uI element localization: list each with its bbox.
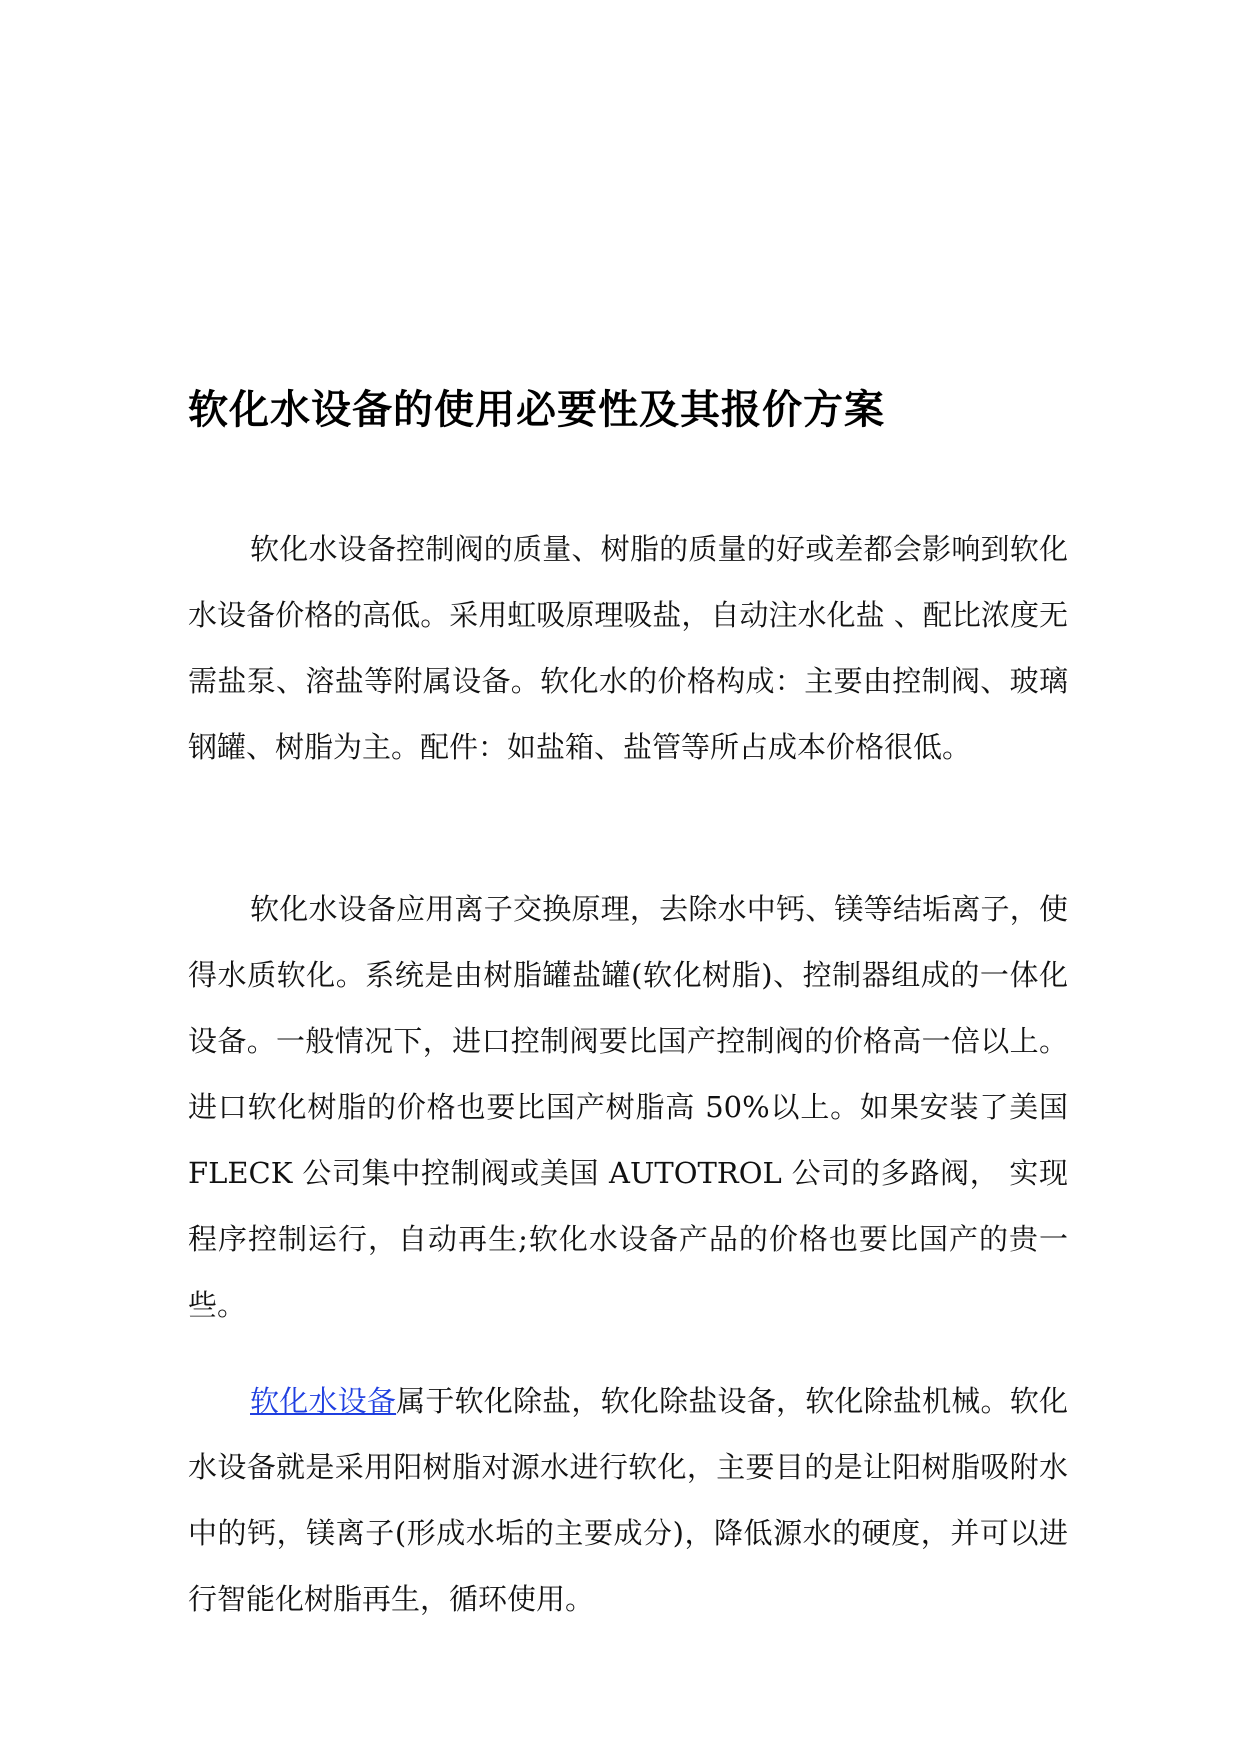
paragraph-3 <box>188 1368 1068 1632</box>
paragraph-2: 软化水设备应用离子交换原理，去除水中钙、镁等结垢离子，使得水质软化。系统是由树脂罐盐罐(软化树脂)、控制器组成的一体化设备。一般情况下，进口控制阀要比国产控制阀的价格高一倍以上。进口软化树脂的价格也要比国产树脂高 50%以上。如果安装了美国 FLECK 公司集中控制阀或美国 AUTOTROL 公司的多路阀， 实现程序控制运行，自动再生;软化水设备产品的价格也要比国产的贵一些。 <box>188 892 1068 1322</box>
page-title: 软化水设备的使用必要性及其报价方案 <box>188 387 885 433</box>
paragraph-3-text: 属于软化除盐，软化除盐设备，软化除盐机械。软化水设备就是采用阳树脂对源水进行软化，主要目的是让阳树脂吸附水中的钙，镁离子(形成水垢的主要成分)，降低源水的硬度，并可以进行智能化树脂再生，循环使用。 <box>188 1384 1068 1616</box>
paragraph-1: 软化水设备控制阀的质量、树脂的质量的好或差都会影响到软化水设备价格的高低。采用虹吸原理吸盐，自动注水化盐 、配比浓度无需盐泵、溶盐等附属设备。软化水的价格构成：主要由控制阀、玻璃钢罐、树脂为主。配件：如盐箱、盐管等所占成本价格很低。 <box>188 532 1068 764</box>
softener-equipment-link[interactable]: 软化水设备 <box>250 1384 397 1418</box>
